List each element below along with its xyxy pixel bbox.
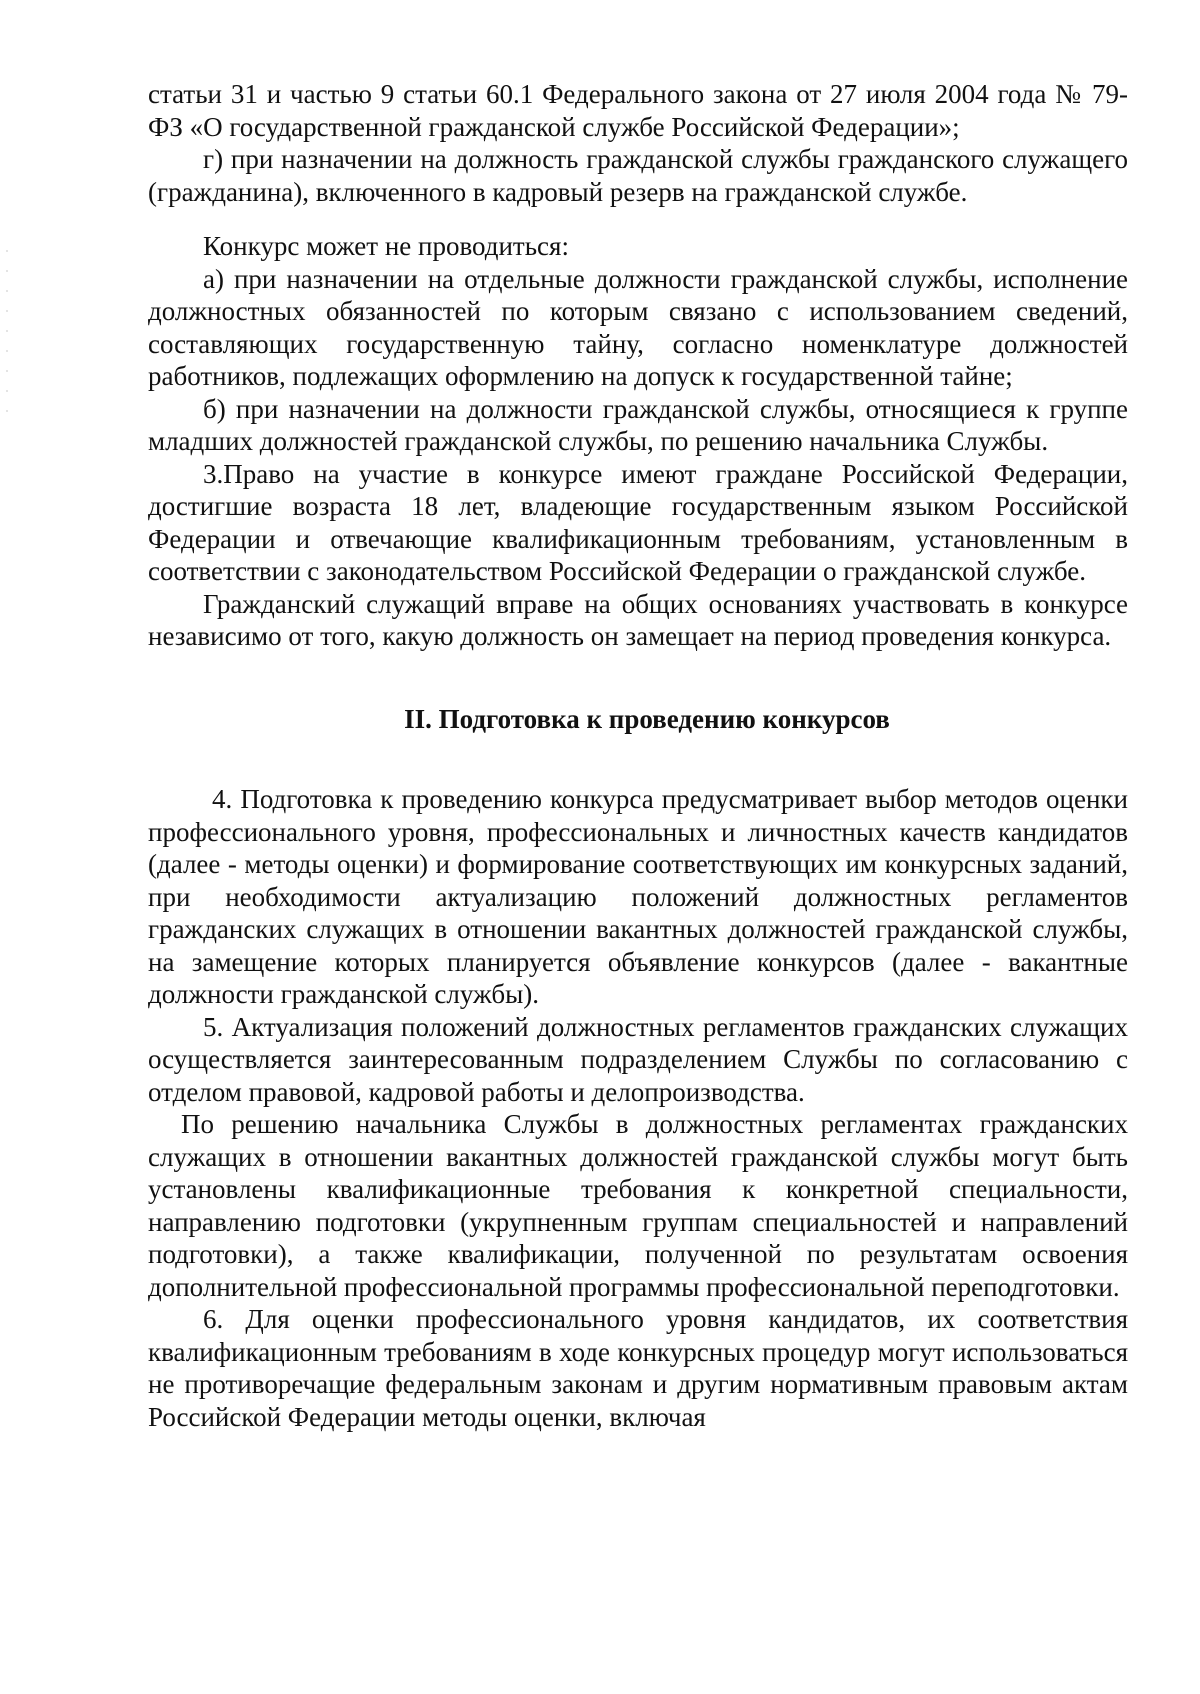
paragraph: Конкурс может не проводиться: bbox=[203, 231, 569, 261]
paragraph: а) при назначении на отдельные должности гражданской службы, исполнение должностных обязанностей по которым связано с использованием сведений, составляющих государственную тайну, согласно номенклатуре должностей работников, подлежащих оформлению на допуск к государственной тайне; bbox=[148, 263, 1128, 391]
paragraph: По решению начальника Службы в должностных регламентах гражданских служащих в отношении вакантных должностей гражданской службы могут быть установлены квалификационные требования к конкретной специальности, направлению подготовки (укрупненным группам специальностей и направлений подготовки), а также квалификации, полученной по результатам освоения дополнительной профессиональной программы профессиональной переподготовки. bbox=[148, 1109, 1128, 1302]
paragraph: г) при назначении на должность гражданской службы гражданского служащего (гражданина), включенного в кадровый резерв на гражданской службе. bbox=[148, 144, 1128, 207]
paragraph: Гражданский служащий вправе на общих основаниях участвовать в конкурсе независимо от того, какую должность он замещает на период проведения конкурса. bbox=[148, 588, 1128, 651]
paragraph: б) при назначении на должности гражданской службы, относящиеся к группе младших должностей гражданской службы, по решению начальника Службы. bbox=[148, 393, 1128, 456]
paragraph: 5. Актуализация положений должностных регламентов гражданских служащих осуществляется заинтересованным подразделением Службы по согласованию с отделом правовой, кадровой работы и делопроизводства. bbox=[148, 1011, 1128, 1107]
paragraph: 3.Право на участие в конкурсе имеют граждане Российской Федерации, достигшие возраста 18 лет, владеющие государственным языком Российской Федерации и отвечающие квалификационным требованиям, установленным в соответствии с законодательством Российской Федерации о гражданской службе. bbox=[148, 458, 1128, 586]
document-body bbox=[148, 78, 1128, 1433]
paragraph: 4. Подготовка к проведению конкурса предусматривает выбор методов оценки профессионального уровня, профессиональных и личностных качеств кандидатов (далее - методы оценки) и формирование соответствующих им конкурсных заданий, при необходимости актуализацию положений должностных регламентов гражданских служащих в отношении вакантных должностей гражданской службы, на замещение которых планируется объявление конкурсов (далее - вакантные должности гражданской службы). bbox=[148, 784, 1128, 1009]
section-heading: II. Подготовка к проведению конкурсов bbox=[404, 703, 890, 734]
scan-artifact bbox=[6, 250, 8, 430]
paragraph: 6. Для оценки профессионального уровня кандидатов, их соответствия квалификационным требованиям в ходе конкурсных процедур могут использоваться не противоречащие федеральным законам и другим нормативным правовым актам Российской Федерации методы оценки, включая bbox=[148, 1304, 1128, 1432]
paragraph: статьи 31 и частью 9 статьи 60.1 Федерального закона от 27 июля 2004 года № 79-ФЗ «О государственной гражданской службе Российской Федерации»; bbox=[148, 79, 1128, 142]
